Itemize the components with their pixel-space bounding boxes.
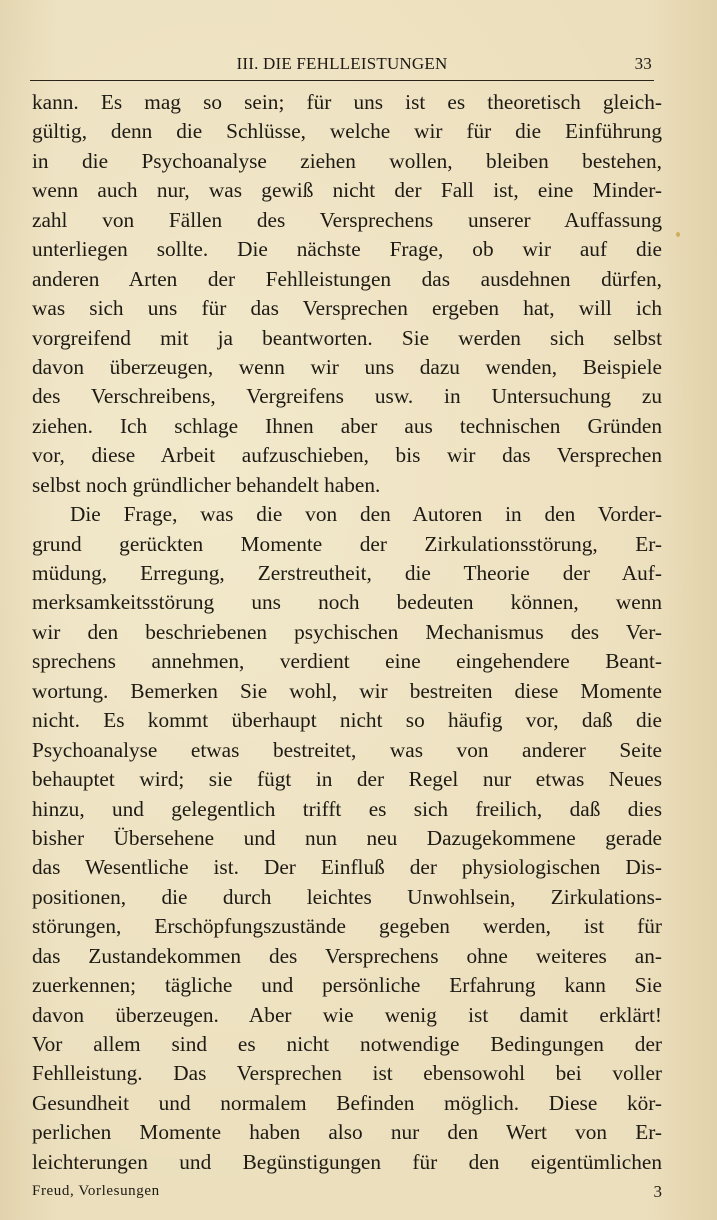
text-line: hinzu, und gelegentlich trifft es sich freilich, daß dies — [32, 796, 662, 821]
text-line: müdung, Erregung, Zerstreutheit, die Theorie der Auf- — [32, 561, 662, 585]
text-line: wortung. Bemerken Sie wohl, wir bestreiten diese Momente — [32, 678, 662, 703]
text-line: Vor allem sind es nicht notwendige Bedingungen der — [32, 1032, 662, 1056]
text-line: vor, diese Arbeit aufzuschieben, bis wir das Versprechen — [32, 443, 662, 468]
text-line: wir den beschriebenen psychischen Mechanismus des Ver- — [32, 619, 662, 644]
text-line: was sich uns für das Versprechen ergeben hat, will ich — [32, 296, 662, 321]
text-line: nicht. Es kommt überhaupt nicht so häufig vor, daß die — [32, 708, 662, 733]
text-line: grund gerückten Momente der Zirkulationsstörung, Er- — [32, 531, 662, 556]
text-line: Psychoanalyse etwas bestreitet, was von anderer Seite — [32, 737, 662, 762]
text-line: das Wesentliche ist. Der Einfluß der physiologischen Dis- — [32, 855, 662, 880]
text-line: Gesundheit und normalem Befinden möglich. Diese kör- — [32, 1090, 662, 1115]
running-header — [30, 52, 654, 78]
text-line: zahl von Fällen des Versprechens unserer Auffassung — [32, 207, 662, 232]
signature-mark: 3 — [653, 1182, 662, 1201]
text-line: perlichen Momente haben also nur den Wert von Er- — [32, 1120, 662, 1145]
paragraph-end-line: selbst noch gründlicher behandelt haben. — [32, 472, 381, 497]
text-line: behauptet wird; sie fügt in der Regel nur etwas Neues — [32, 767, 662, 792]
text-line: unterliegen sollte. Die nächste Frage, ob wir auf die — [32, 237, 662, 262]
text-line: positionen, die durch leichtes Unwohlsein, Zirkulations- — [32, 884, 662, 909]
chapter-title: III. DIE FEHLLEISTUNGEN — [236, 54, 448, 73]
text-line: merksamkeitsstörung uns noch bedeuten können, wenn — [32, 590, 662, 615]
text-line: leichterungen und Begünstigungen für den eigentümlichen — [32, 1149, 662, 1174]
text-line: in die Psychoanalyse ziehen wollen, bleiben bestehen, — [32, 148, 662, 173]
text-line: des Verschreibens, Vergreifens usw. in Untersuchung zu — [32, 384, 662, 409]
text-line: anderen Arten der Fehlleistungen das ausdehnen dürfen, — [32, 266, 662, 291]
text-line: wenn auch nur, was gewiß nicht der Fall ist, eine Minder- — [32, 178, 662, 203]
text-line: bisher Übersehene und nun neu Dazugekommene gerade — [32, 825, 662, 850]
text-line: zuerkennen; tägliche und persönliche Erfahrung kann Sie — [32, 973, 662, 998]
body-text — [32, 88, 662, 1177]
printer-signature: Freud, Vorlesungen — [32, 1183, 160, 1199]
text-line: störungen, Erschöpfungszustände gegeben werden, ist für — [32, 914, 662, 939]
header-rule — [30, 80, 654, 81]
page-footer — [32, 1180, 662, 1204]
paragraph-first-line: Die Frage, was die von den Autoren in den Vorder- — [70, 502, 662, 527]
text-line: Fehlleistung. Das Versprechen ist ebensowohl bei voller — [32, 1061, 662, 1086]
text-line: das Zustandekommen des Versprechens ohne weiteres an- — [32, 943, 662, 968]
text-line: davon überzeugen, wenn wir uns dazu wenden, Beispiele — [32, 354, 662, 379]
text-line: gültig, denn die Schlüsse, welche wir für die Einführung — [32, 119, 662, 144]
page-number: 33 — [634, 54, 652, 73]
text-line: davon überzeugen. Aber wie wenig ist damit erklärt! — [32, 1002, 662, 1027]
text-line: kann. Es mag so sein; für uns ist es theoretisch gleich- — [32, 90, 662, 114]
paper-speck — [676, 232, 680, 237]
text-line: sprechens annehmen, verdient eine eingehendere Beant- — [32, 649, 662, 674]
text-line: vorgreifend mit ja beantworten. Sie werden sich selbst — [32, 325, 662, 350]
text-line: ziehen. Ich schlage Ihnen aber aus technischen Gründen — [32, 413, 662, 438]
